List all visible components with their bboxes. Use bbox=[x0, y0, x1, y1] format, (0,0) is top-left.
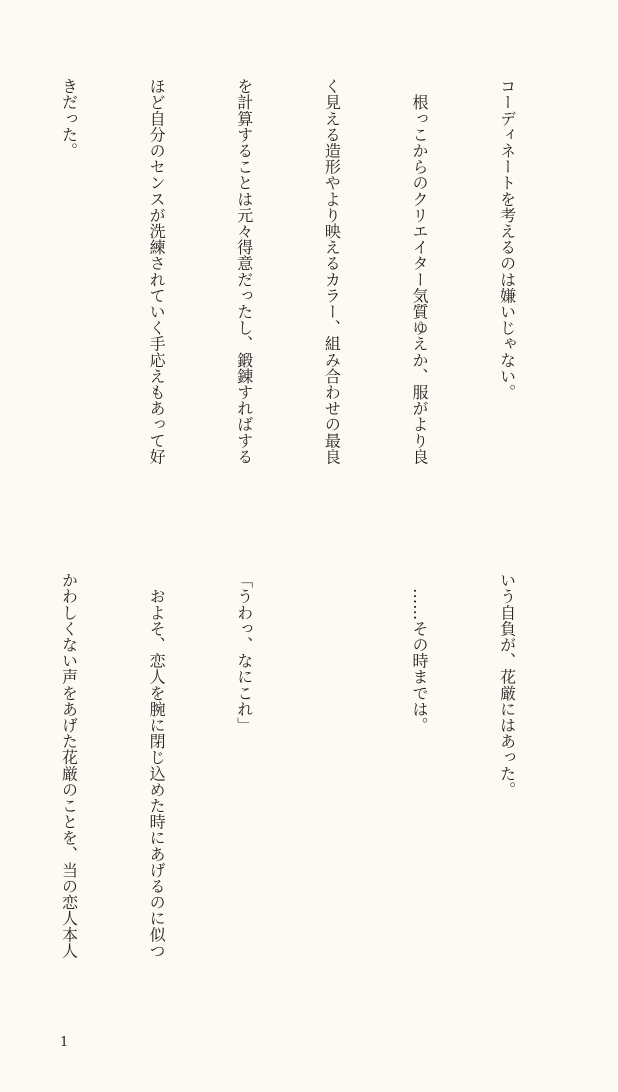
text-line: く見える造形やより映えるカラー、組み合わせの最良 bbox=[322, 78, 342, 465]
text-line: きだった。 bbox=[59, 78, 79, 159]
text-line: およそ、恋人を腕に閉じ込めた時にあげるのに似つ bbox=[147, 572, 167, 959]
upper-text-block bbox=[0, 78, 580, 538]
lower-text-block bbox=[0, 572, 580, 1012]
text-line: いう自負が、花厳にはあった。 bbox=[497, 572, 517, 798]
text-line: ほど自分のセンスが洗練されていく手応えもあって好 bbox=[147, 78, 167, 465]
text-line: かわしくない声をあげた花厳のことを、当の恋人本人 bbox=[59, 572, 79, 959]
text-line: 根っこからのクリエイター気質ゆえか、服がより良 bbox=[409, 78, 429, 465]
text-line: コーディネートを考えるのは嫌いじゃない。 bbox=[497, 78, 517, 400]
blank-line bbox=[317, 572, 346, 1012]
text-line: ……その時までは。 bbox=[409, 572, 429, 733]
page-number: 1 bbox=[60, 1035, 69, 1050]
text-line: を計算することは元々得意だったし、鍛錬すればする bbox=[234, 78, 254, 465]
dialogue-line: 「うわっ、なにこれ」 bbox=[234, 572, 254, 733]
